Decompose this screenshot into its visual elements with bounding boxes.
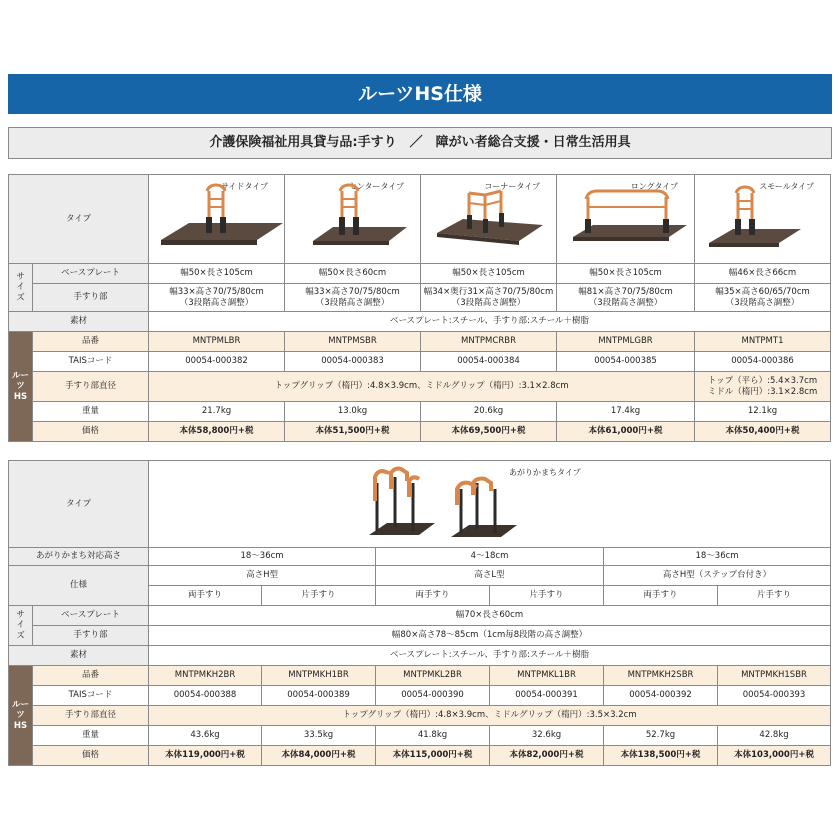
material-value: ベースプレート:スチール、手すり部:スチール＋樹脂 — [149, 646, 831, 666]
spec-group: 高さH型（ステップ台付き） — [604, 566, 831, 586]
grip-value-small: トップ（平ら）:5.4×3.7cm ミドル（楕円）:3.1×2.8cm — [695, 372, 831, 402]
small-type-illustration — [697, 175, 831, 263]
weight-value: 20.6kg — [421, 402, 557, 422]
tais-row — [9, 686, 831, 706]
product-cell-corner — [421, 175, 557, 264]
corner-type-illustration — [423, 175, 557, 263]
price-value: 本体50,400円+税 — [695, 422, 831, 442]
weight-value: 12.1kg — [695, 402, 831, 422]
tais-code: 00054-000390 — [376, 686, 490, 706]
price-value: 本体115,000円+税 — [376, 746, 490, 766]
spec-group: 高さH型 — [149, 566, 376, 586]
base-plate-value: 幅46×長さ66cm — [695, 264, 831, 284]
price-row — [9, 746, 831, 766]
price-label: 価格 — [33, 746, 149, 766]
handrail-label: 手すり部 — [33, 284, 149, 312]
type-caption: サイドタイプ — [220, 182, 269, 191]
weight-value: 17.4kg — [557, 402, 695, 422]
weight-label: 重量 — [33, 726, 149, 746]
model-number: MNTPMLBR — [149, 332, 285, 352]
size-label: サ イ ズ — [9, 264, 33, 312]
weight-value: 41.8kg — [376, 726, 490, 746]
base-plate-value: 幅50×長さ105cm — [421, 264, 557, 284]
type-label: タイプ — [9, 461, 149, 548]
tais-code: 00054-000384 — [421, 352, 557, 372]
product-cell-side — [149, 175, 285, 264]
grip-label: 手すり部直径 — [33, 372, 149, 402]
page-subtitle: 介護保険福祉用具貸与品:手すり ／ 障がい者総合支援・日常生活用具 — [8, 127, 832, 159]
tais-code: 00054-000386 — [695, 352, 831, 372]
weight-value: 42.8kg — [718, 726, 831, 746]
product-cell-step — [149, 461, 831, 548]
center-type-illustration — [287, 175, 421, 263]
grip-row — [9, 372, 831, 402]
product-cell-long — [557, 175, 695, 264]
tais-label: TAISコード — [33, 352, 149, 372]
type-caption: センタータイプ — [348, 182, 405, 191]
handrail-value: 幅80×高さ78～85cm（1cm毎8段階の高さ調整） — [149, 626, 831, 646]
tais-code: 00054-000392 — [604, 686, 718, 706]
spec-sub: 片手すり — [490, 586, 604, 606]
handrail-value: 幅81×高さ70/75/80cm （3段階高さ調整） — [557, 284, 695, 312]
weight-value: 21.7kg — [149, 402, 285, 422]
product-cell-small — [695, 175, 831, 264]
price-row — [9, 422, 831, 442]
side-type-illustration — [151, 175, 285, 263]
spec-sub: 両手すり — [604, 586, 718, 606]
weight-value: 43.6kg — [149, 726, 262, 746]
tais-code: 00054-000385 — [557, 352, 695, 372]
model-row — [9, 666, 831, 686]
base-plate-value: 幅70×長さ60cm — [149, 606, 831, 626]
handrail-value: 幅34×奥行31×高さ70/75/80cm （3段階高さ調整） — [421, 284, 557, 312]
tais-code: 00054-000389 — [262, 686, 376, 706]
tais-code: 00054-000391 — [490, 686, 604, 706]
handrail-value: 幅35×高さ60/65/70cm （3段階高さ調整） — [695, 284, 831, 312]
model-label: 品番 — [33, 332, 149, 352]
handrail-row — [9, 626, 831, 646]
price-value: 本体103,000円+税 — [718, 746, 831, 766]
price-value: 本体119,000円+税 — [149, 746, 262, 766]
grip-row — [9, 706, 831, 726]
base-plate-value: 幅50×長さ105cm — [557, 264, 695, 284]
price-value: 本体61,000円+税 — [557, 422, 695, 442]
weight-row — [9, 726, 831, 746]
product-cell-center — [285, 175, 421, 264]
base-plate-label: ベースプレート — [33, 606, 149, 626]
price-value: 本体84,000円+税 — [262, 746, 376, 766]
model-number: MNTPMKH2SBR — [604, 666, 718, 686]
type-label: タイプ — [9, 175, 149, 264]
handrail-value: 幅33×高さ70/75/80cm （3段階高さ調整） — [149, 284, 285, 312]
step-type-illustration — [151, 461, 831, 547]
type-caption: ロングタイプ — [630, 182, 679, 191]
spec-table-standard — [8, 174, 831, 442]
model-number: MNTPMCRBR — [421, 332, 557, 352]
weight-label: 重量 — [33, 402, 149, 422]
page-title: ルーツHS仕様 — [8, 74, 832, 114]
model-row — [9, 332, 831, 352]
base-plate-value: 幅50×長さ105cm — [149, 264, 285, 284]
model-number: MNTPMKL1BR — [490, 666, 604, 686]
spec-sub: 片手すり — [718, 586, 831, 606]
grip-label: 手すり部直径 — [33, 706, 149, 726]
price-value: 本体51,500円+税 — [285, 422, 421, 442]
type-row — [9, 175, 831, 264]
base-plate-row — [9, 606, 831, 626]
material-row — [9, 312, 831, 332]
price-value: 本体58,800円+税 — [149, 422, 285, 442]
spec-sub: 両手すり — [149, 586, 262, 606]
handrail-value: 幅33×高さ70/75/80cm （3段階高さ調整） — [285, 284, 421, 312]
price-value: 本体69,500円+税 — [421, 422, 557, 442]
price-value: 本体138,500円+税 — [604, 746, 718, 766]
size-label: サ イ ズ — [9, 606, 33, 646]
grip-value: トップグリップ（楕円）:4.8×3.9cm、ミドルグリップ（楕円）:3.5×3.2cm — [149, 706, 831, 726]
handrail-label: 手すり部 — [33, 626, 149, 646]
spec-group: 高さL型 — [376, 566, 604, 586]
model-number: MNTPMKL2BR — [376, 666, 490, 686]
price-value: 本体82,000円+税 — [490, 746, 604, 766]
grip-value: トップグリップ（楕円）:4.8×3.9cm、ミドルグリップ（楕円）:3.1×2.8cm — [149, 372, 695, 402]
type-caption: スモールタイプ — [759, 182, 815, 191]
type-row — [9, 461, 831, 548]
tais-code: 00054-000388 — [149, 686, 262, 706]
spec-group-row — [9, 566, 831, 586]
weight-value: 32.6kg — [490, 726, 604, 746]
model-number: MNTPMKH2BR — [149, 666, 262, 686]
step-height-row — [9, 548, 831, 566]
spec-sub: 片手すり — [262, 586, 376, 606]
step-height-value: 4～18cm — [376, 548, 604, 566]
model-number: MNTPMT1 — [695, 332, 831, 352]
tais-code: 00054-000382 — [149, 352, 285, 372]
long-type-illustration — [559, 175, 695, 263]
material-label: 素材 — [9, 646, 149, 666]
base-plate-value: 幅50×長さ60cm — [285, 264, 421, 284]
type-caption: あがりかまちタイプ — [509, 468, 581, 477]
handrail-row — [9, 284, 831, 312]
tais-code: 00054-000393 — [718, 686, 831, 706]
base-plate-label: ベースプレート — [33, 264, 149, 284]
weight-row — [9, 402, 831, 422]
brand-label: ルーツ HS — [9, 332, 33, 442]
step-height-value: 18～36cm — [149, 548, 376, 566]
tais-code: 00054-000383 — [285, 352, 421, 372]
model-label: 品番 — [33, 666, 149, 686]
material-value: ベースプレート:スチール、手すり部:スチール＋樹脂 — [149, 312, 831, 332]
material-label: 素材 — [9, 312, 149, 332]
weight-value: 52.7kg — [604, 726, 718, 746]
tais-row — [9, 352, 831, 372]
spec-table-step — [8, 460, 831, 766]
model-number: MNTPMKH1BR — [262, 666, 376, 686]
price-label: 価格 — [33, 422, 149, 442]
model-number: MNTPMLGBR — [557, 332, 695, 352]
step-height-value: 18～36cm — [604, 548, 831, 566]
model-number: MNTPMSBR — [285, 332, 421, 352]
material-row — [9, 646, 831, 666]
step-height-label: あがりかまち対応高さ — [9, 548, 149, 566]
spec-label: 仕様 — [9, 566, 149, 606]
weight-value: 13.0kg — [285, 402, 421, 422]
weight-value: 33.5kg — [262, 726, 376, 746]
spec-sub: 両手すり — [376, 586, 490, 606]
tais-label: TAISコード — [33, 686, 149, 706]
brand-label: ルーツ HS — [9, 666, 33, 766]
base-plate-row — [9, 264, 831, 284]
type-caption: コーナータイプ — [484, 182, 541, 191]
model-number: MNTPMKH1SBR — [718, 666, 831, 686]
